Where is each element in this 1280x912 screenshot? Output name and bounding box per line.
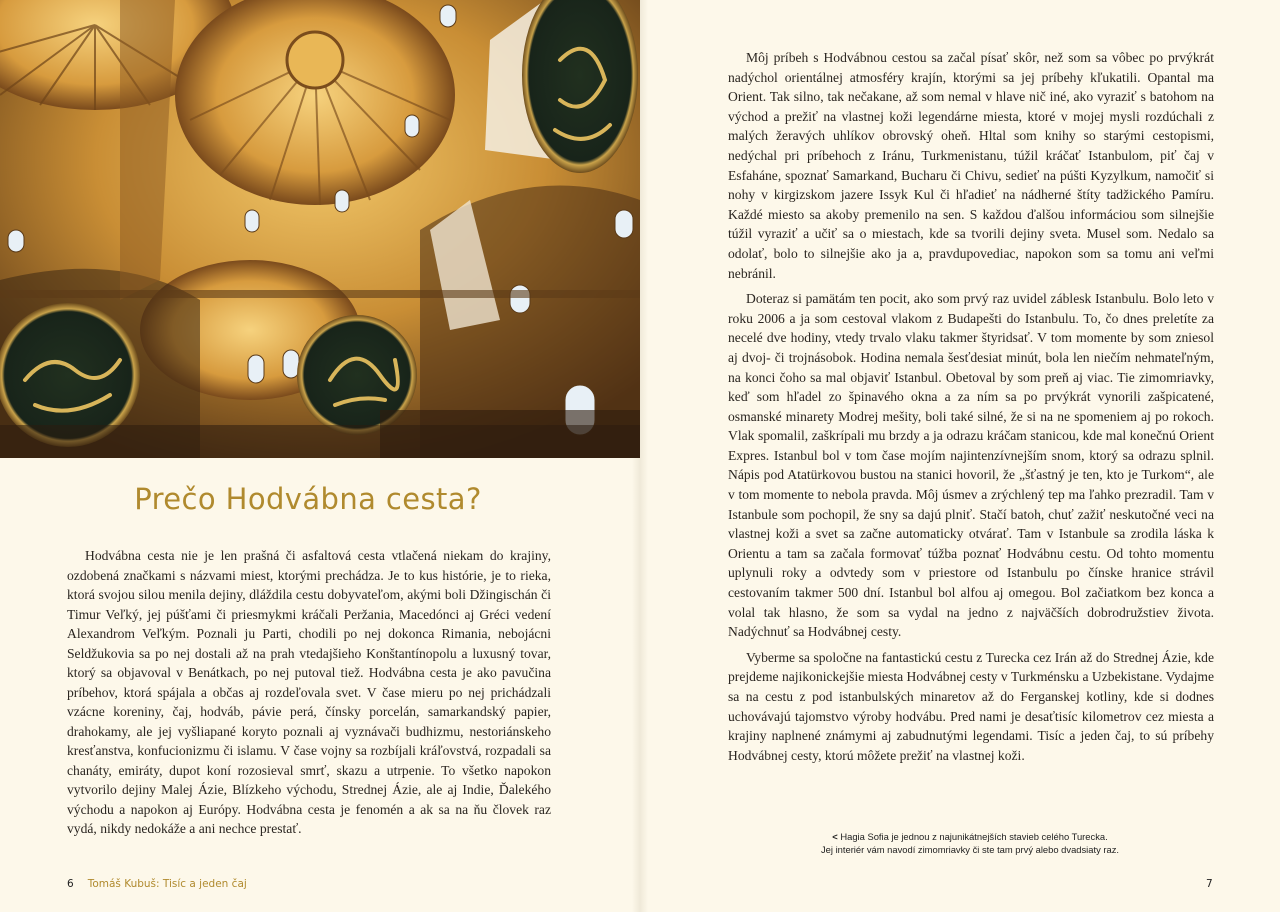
photo-caption [770, 830, 1170, 856]
page-number-left: 6 [67, 878, 74, 890]
chapter-heading: Prečo Hodvábna cesta? [134, 482, 482, 516]
caption-arrow-icon: < [832, 831, 838, 842]
running-title: Tomáš Kubuš: Tisíc a jeden čaj [87, 878, 247, 890]
page-number-right: 7 [1206, 878, 1213, 890]
hagia-sophia-photo [0, 0, 640, 458]
paragraph: Môj príbeh s Hodvábnou cestou sa začal písať skôr, než som sa vôbec po prvýkrát nadýchol orientálnej atmosféry krajín, ktorými sa jej príbehy kľukatili. Opantal ma Orient. Tak silno, tak nečakane, až som nemal v hlave nič iné, ako vyraziť s batohom na východ a prežiť na vlastnej koži legendárne miesta, ktoré v mojej mysli rozdúchali z malých žeravých uhlíkov obrovský oheň. Hltal som knihy so starými cestopismi, nedýchal pri príbehoch z Iránu, Turkmenistanu, túžil kráčať Istanbulom, piť čaj v Esfaháne, spoznať Samarkand, Bucharu či Chivu, sedieť na púšti Kyzylkum, namočiť si nohy v kirgizskom jazere Issyk Kul či hľadieť na nádherné štíty tadžického Pamíru. Každé miesto sa akoby premenilo na sen. S každou ďalšou informáciou som silnejšie túžil vyraziť a učiť sa o miestach, kde sa tvorili dejiny sveta. Musel som. Nedalo sa odolať, bolo to silnejšie ako ja a, pravdupovediac, napokon som sa tomu ani veľmi nebránil. [728, 50, 1214, 281]
right-body-text [728, 48, 1214, 765]
caption-line-1: Hagia Sofia je jednou z najunikátnejších stavieb celého Turecka. [840, 831, 1108, 842]
paragraph: Doteraz si pamätám ten pocit, ako som prvý raz uvidel záblesk Istanbulu. Bolo leto v roku 2006 a ja som cestoval vlakom z Budapešti do Istanbulu. To, čo dnes preletíte za necelé dve hodiny, vtedy trvalo vlaku takmer štyridsať. V tom momente by som zniesol aj dvoj- či trojnásobok. Hodina nemala šesťdesiat minút, bola len niečím nehmateľným, na konci čoho sa mal objaviť Istanbul. Obetoval by som preň aj viac. Tie zimomriavky, keď som hľadel zo špinavého okna a za ním sa po prvýkrát vynorili zašpicatené, osmanské minarety Modrej mešity, boli také silné, že si na ne spomeniem aj po rokoch. Vlak spomalil, zaškrípali mu brzdy a ja odrazu kráčam stanicou, kde mal konečnú Orient Expres. Istanbul bol v tom čase mojím najintenzívnejším snom, ktorý sa odrazu splnil. Nápis pod Atatürkovou bustou na stanici hovoril, že „šťastný je ten, kto je Turkom“, ale v tom momente to nebola pravda. Môj úsmev a zrýchlený tep ma ľahko prezradil. Tam v Istanbule som pochopil, že sny sa dajú plniť. Stačí batoh, chuť zažiť neskutočné veci na vlastnej koži a svet sa začne automaticky otvárať. Tam v Istanbule sa zrodila láska k Orientu a tam sa začala formovať túžba poznať Hodvábnu cestu. Od tohto momentu uplynuli roky a odvtedy som v priestore od Istanbulu po čínske hranice strávil cestovaním takmer 500 dní. Istanbul bol alfou aj omegou. Bol začiatkom bez konca a volal tak hlasno, že som sa vydal na jedno z najväčších dobrodružstiev života. Nadýchnuť sa Hodvábnej cesty. [728, 291, 1214, 640]
caption-line-2: Jej interiér vám navodí zimomriavky či ste tam prvý alebo dvadsiaty raz. [820, 844, 1120, 855]
left-body-text [67, 546, 551, 839]
paragraph: Vyberme sa spoločne na fantastickú cestu z Turecka cez Irán až do Strednej Ázie, kde prejdeme najikonickejšie miesta Hodvábnej cesty v Turkménsku a Uzbekistane. Vydajme sa na cestu z pod istanbulských minaretov až do Ferganskej kotliny, kde si dodnes uchovávajú tajomstvo výroby hodvábu. Pred nami je desaťtisíc kilometrov cez miesta a krajiny naplnené známymi aj zabudnutými legendami. Tisíc a jeden čaj, to sú príbehy Hodvábnej cesty, ktorú môžete prežiť na vlastnej koži. [728, 649, 1214, 763]
left-footer [67, 878, 247, 890]
paragraph: Hodvábna cesta nie je len prašná či asfaltová cesta vtlačená niekam do krajiny, ozdobená značkami s názvami miest, ktorými prechádza. Je to kus histórie, je to rieka, ktorá svojou silou menila dejiny, dláždila cestu dobyvateľom, akými boli Džingischán či Timur Veľký, jej púšťami či priesmykmi kráčali Peržania, Macedónci aj Gréci vedení Alexandrom Veľkým. Poznali ju Parti, chodili po nej dokonca Rimania, nebojácni Seldžukovia sa po nej dostali až na prah vtedajšieho Konštantínopolu a luxusný tovar, ktorý sa objavoval v Benátkach, po nej putoval tiež. Hodvábna cesta je ako pavučina príbehov, ktorá spájala a občas aj rozdeľovala svet. V čase mieru po nej prichádzali vzácne koreniny, čaj, hodváb, pávie perá, čínsky porcelán, samarkandský papier, drahokamy, ale jej vyšliapané koryto poznali aj vyznávači budhizmu, nestoriánskeho kresťanstva, konfucionizmu či islamu. V čase vojny sa rozbíjali kráľovstvá, rozpadali sa chanáty, emiráty, dupot koní rozosieval smrť, skazu a utrpenie. To všetko napokon vytvorilo dejiny Malej Ázie, Blízkeho východu, Strednej Ázie, ale aj Indie, Ďalekého východu a napokon aj Európy. Hodvábna cesta je fenomén a ak sa na ňu človek raz vydá, nikdy nedokáže a ani nechce prestať. [67, 548, 551, 836]
